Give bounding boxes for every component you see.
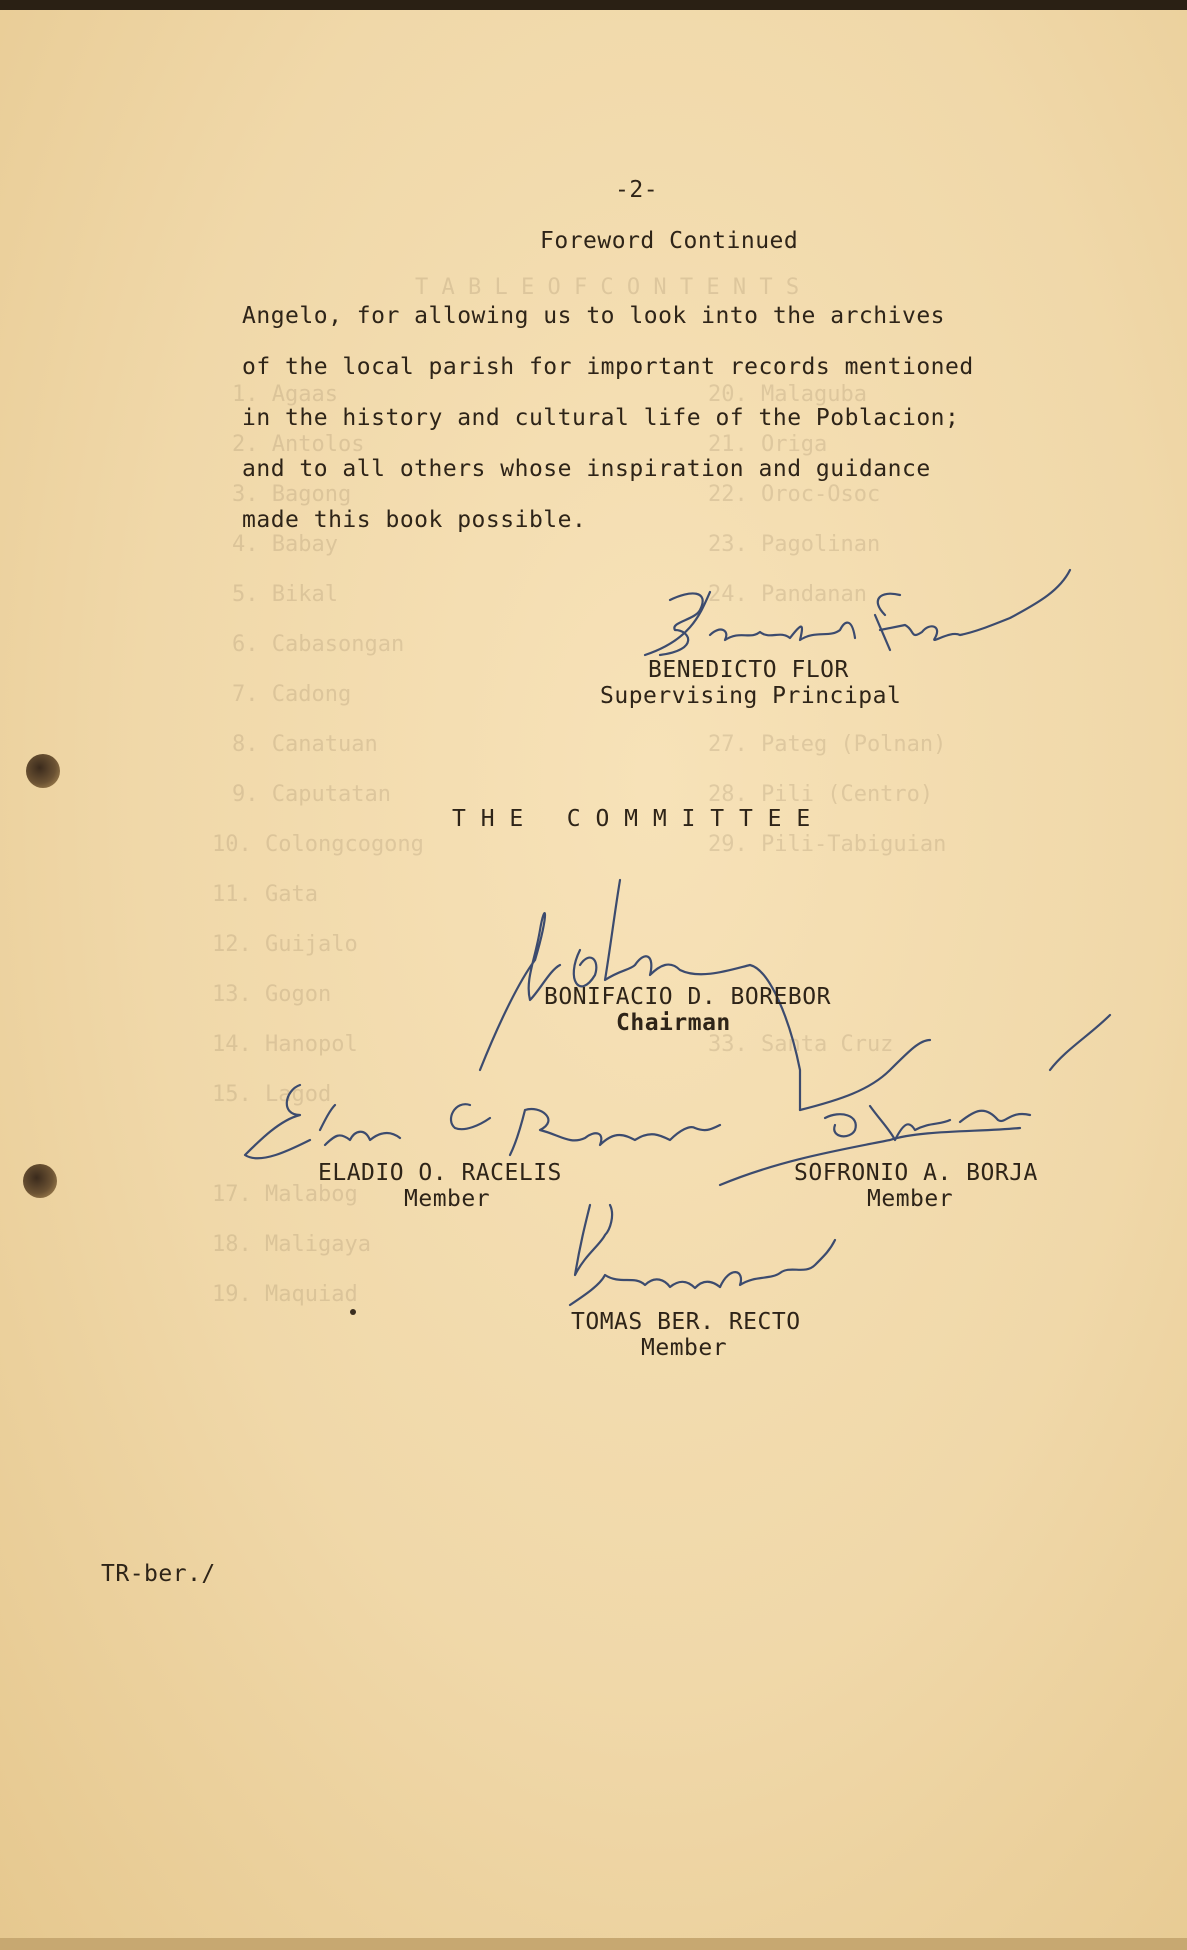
signature-benedicto-flor <box>630 560 1070 670</box>
paragraph-line: in the history and cultural life of the Poblacion; <box>242 405 960 431</box>
member-name: SOFRONIO A. BORJA <box>794 1160 1038 1186</box>
footer-reference: TR-ber./ <box>101 1561 216 1587</box>
scan-edge-bottom <box>0 1938 1187 1950</box>
binder-hole-upper <box>26 754 60 788</box>
member-title: Member <box>867 1186 954 1212</box>
ink-speck <box>350 1309 356 1315</box>
document-page: T A B L E O F C O N T E N T S 1. Agaas 2. Antolos 3. Bagong 4. Babay 5. Bikal 6. Cabasongan 7. Cadong 8. Canatuan 9. Caputatan 10. Colongcogong 11. Gata 12. Guijalo 13. Gogon 14. Hanopol 15. Lagod 17. Malabog 18. Maligaya 19. Maquiad 20. Malaguba 21. Origa 22. Oroc-Osoc 23. Pagolinan 24. Pandanan 27. Pateg (Polnan) 28. Pili (Centro) 29. Pili-Tabiguian 33. Santa Cruz -2- Foreword Continued Angelo, for allowing us to look into the archives of the local parish for important records mentioned in the history and cultural life of the Poblacion; and to all others whose inspiration and guidance made this book possible. BENEDICTO FLOR Supervising Principal T H E C O M M I T T E E BONIFACIO D. BOREBOR Chairman ELADIO O. RACELIS Member SOFRONIO A. BORJA Member TOMAS BER. RECTO Member TR-ber./ <box>0 0 1187 1950</box>
signature-tomas-recto <box>560 1195 860 1325</box>
binder-hole-lower <box>23 1164 57 1198</box>
principal-name: BENEDICTO FLOR <box>648 657 849 683</box>
chairman-name: BONIFACIO D. BOREBOR <box>544 984 831 1010</box>
paragraph-line: made this book possible. <box>242 507 587 533</box>
page-number: -2- <box>615 177 659 203</box>
scan-edge-top <box>0 0 1187 10</box>
heading: Foreword Continued <box>540 228 799 254</box>
paragraph-line: and to all others whose inspiration and guidance <box>242 456 931 482</box>
member-name: TOMAS BER. RECTO <box>571 1309 801 1335</box>
chairman-title: Chairman <box>616 1010 731 1036</box>
member-name: ELADIO O. RACELIS <box>318 1160 562 1186</box>
committee-heading: T H E C O M M I T T E E <box>452 806 811 832</box>
member-title: Member <box>404 1186 491 1212</box>
paragraph-line: of the local parish for important records mentioned <box>242 354 974 380</box>
principal-title: Supervising Principal <box>600 683 902 709</box>
member-title: Member <box>641 1335 728 1361</box>
paragraph-line: Angelo, for allowing us to look into the archives <box>242 303 946 329</box>
